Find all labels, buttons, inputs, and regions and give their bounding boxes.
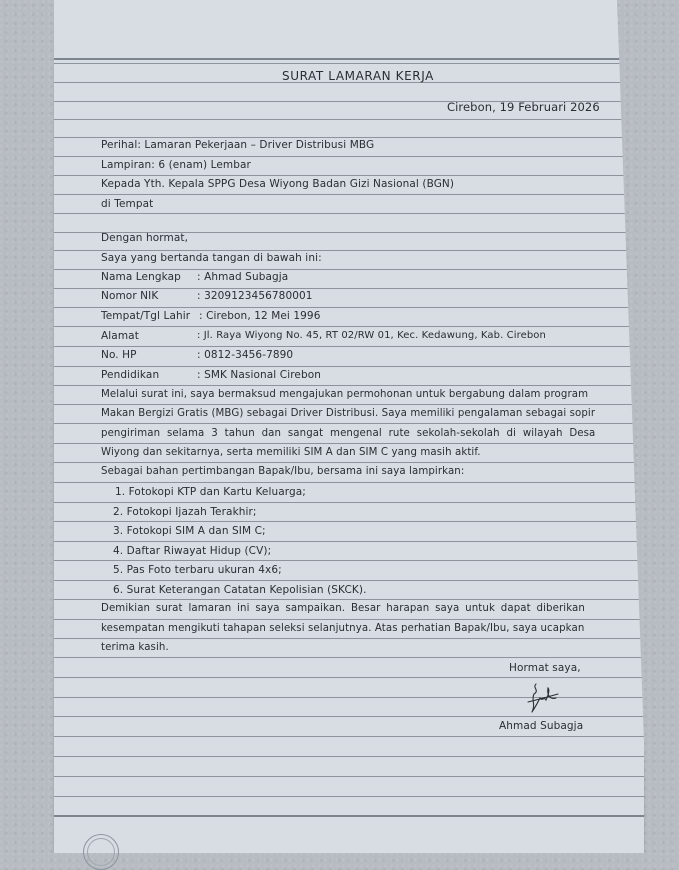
closing-line-3: terima kasih.: [101, 642, 169, 653]
identity-label-education: Pendidikan: [101, 369, 160, 381]
closing-line-2: kesempatan mengikuti tahapan seleksi selanjutnya. Atas perhatian Bapak/Ibu, saya ucapkan: [101, 623, 585, 634]
rule-line: [54, 638, 644, 639]
rule-line: [54, 619, 644, 620]
rule-line: [54, 521, 644, 522]
body-line-2: Makan Bergizi Gratis (MBG) sebagai Driver Distribusi. Saya memiliki pengalaman sebagai sopir: [101, 408, 596, 419]
identity-label-nik: Nomor NIK: [101, 290, 159, 302]
signature-icon: [522, 680, 562, 716]
recipient-line: Kepada Yth. Kepala SPPG Desa Wiyong Badan Gizi Nasional (BGN): [101, 178, 455, 190]
identity-label-birth: Tempat/Tgl Lahir: [101, 310, 191, 322]
identity-value-phone: : 0812-3456-7890: [197, 349, 294, 361]
rule-line: [54, 677, 644, 678]
identity-label-name: Nama Lengkap: [101, 271, 181, 283]
rule-line: [54, 156, 644, 157]
intro-line: Saya yang bertanda tangan di bawah ini:: [101, 252, 322, 264]
rule-line: [54, 443, 644, 444]
top-double-rule-second: [54, 63, 644, 64]
rule-line: [54, 366, 644, 367]
identity-label-address: Alamat: [101, 330, 139, 342]
rule-line: [54, 194, 644, 195]
rule-line: [54, 736, 644, 737]
rule-line: [54, 213, 644, 214]
identity-value-birth: : Cirebon, 12 Mei 1996: [199, 310, 321, 322]
rule-line: [54, 250, 644, 251]
place-date: Cirebon, 19 Februari 2026: [447, 100, 600, 114]
signer-name: Ahmad Subagja: [499, 720, 584, 732]
rule-line: [54, 716, 644, 717]
rule-line: [54, 462, 644, 463]
rule-line: [54, 288, 644, 289]
top-double-rule: [54, 58, 644, 60]
subject-line: Perihal: Lamaran Pekerjaan – Driver Distribusi MBG: [101, 139, 375, 151]
attachment-count-line: Lampiran: 6 (enam) Lembar: [101, 159, 251, 171]
attachments-intro: Sebagai bahan pertimbangan Bapak/Ibu, bersama ini saya lampirkan:: [101, 466, 465, 477]
attachment-item-4: 4. Daftar Riwayat Hidup (CV);: [113, 545, 272, 557]
rule-line: [54, 326, 644, 327]
rule-line: [54, 307, 644, 308]
rule-line: [54, 482, 644, 483]
rule-line: [54, 385, 644, 386]
letter-title: SURAT LAMARAN KERJA: [282, 69, 434, 83]
attachment-item-3: 3. Fotokopi SIM A dan SIM C;: [113, 525, 266, 537]
identity-value-name: : Ahmad Subagja: [197, 271, 289, 283]
identity-value-nik: : 3209123456780001: [197, 290, 313, 302]
rule-line: [54, 137, 644, 138]
rule-line: [54, 404, 644, 405]
attachment-item-6: 6. Surat Keterangan Catatan Kepolisian (SKCK).: [113, 584, 367, 596]
body-line-4: Wiyong dan sekitarnya, serta memiliki SIM A dan SIM C yang masih aktif.: [101, 447, 481, 458]
bottom-rule: [54, 815, 644, 817]
attachment-item-1: 1. Fotokopi KTP dan Kartu Keluarga;: [115, 486, 306, 498]
rule-line: [54, 599, 644, 600]
recipient-place-line: di Tempat: [101, 198, 154, 210]
attachment-item-5: 5. Pas Foto terbaru ukuran 4x6;: [113, 564, 282, 576]
rule-line: [54, 502, 644, 503]
greeting: Dengan hormat,: [101, 232, 189, 244]
identity-value-address: : Jl. Raya Wiyong No. 45, RT 02/RW 01, Kec. Kedawung, Kab. Cirebon: [197, 330, 546, 341]
rule-line: [54, 119, 644, 120]
rule-line: [54, 423, 644, 424]
rule-line: [54, 346, 644, 347]
rule-line: [54, 657, 644, 658]
body-line-1: Melalui surat ini, saya bermaksud mengajukan permohonan untuk bergabung dalam program: [101, 389, 589, 400]
rule-line: [54, 580, 644, 581]
rule-line: [54, 269, 644, 270]
rule-line: [54, 175, 644, 176]
attachment-item-2: 2. Fotokopi Ijazah Terakhir;: [113, 506, 257, 518]
identity-label-phone: No. HP: [101, 349, 137, 361]
rule-line: [54, 541, 644, 542]
closing-line-1: Demikian surat lamaran ini saya sampaikan. Besar harapan saya untuk dapat diberikan: [101, 603, 585, 614]
rule-line: [54, 756, 644, 757]
rule-line: [54, 776, 644, 777]
body-line-3: pengiriman selama 3 tahun dan sangat mengenal rute sekolah-sekolah di wilayah Desa: [101, 428, 596, 439]
identity-value-education: : SMK Nasional Cirebon: [197, 369, 322, 381]
sign-off: Hormat saya,: [509, 662, 581, 674]
rule-line: [54, 796, 644, 797]
paper-brand-logo-icon: [83, 834, 119, 870]
rule-line: [54, 560, 644, 561]
